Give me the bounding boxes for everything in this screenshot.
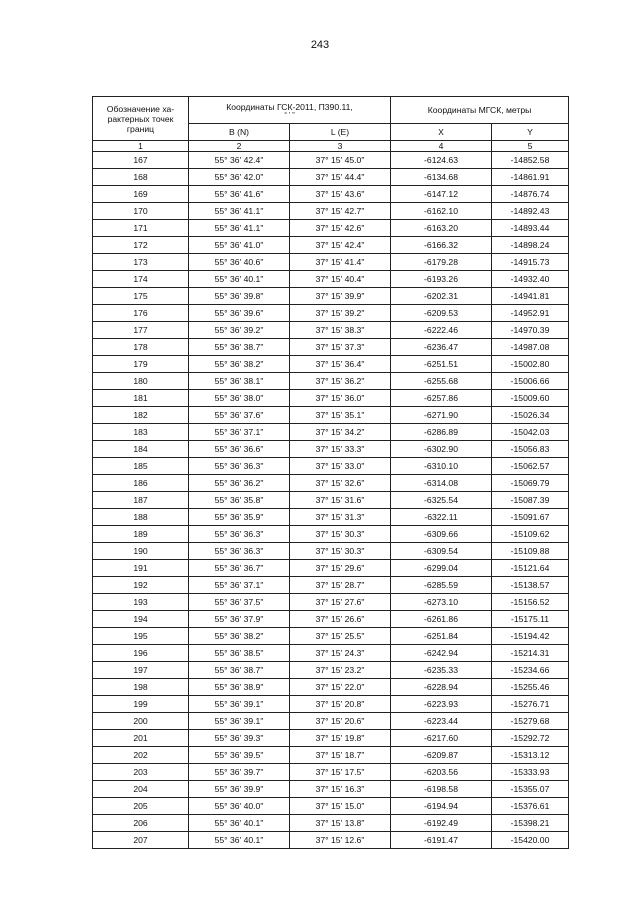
y-coordinate-cell: -15276.71 [492,696,569,713]
y-coordinate-cell: -15376.61 [492,798,569,815]
y-coordinate-cell: -15255.46 [492,679,569,696]
latitude-cell: 55° 36' 37.5" [189,594,290,611]
longitude-cell: 37° 15' 22.0" [290,679,391,696]
longitude-cell: 37° 15' 38.3" [290,322,391,339]
y-coordinate-cell: -15214.31 [492,645,569,662]
point-number-cell: 189 [93,526,189,543]
x-coordinate-cell: -6192.49 [391,815,492,832]
longitude-cell: 37° 15' 33.3" [290,441,391,458]
longitude-cell: 37° 15' 39.9" [290,288,391,305]
x-coordinate-cell: -6194.94 [391,798,492,815]
table-row [93,560,569,577]
table-row [93,441,569,458]
header-mgsk-coordinates: Координаты МГСК, метры [391,97,569,124]
y-coordinate-cell: -15026.34 [492,407,569,424]
latitude-cell: 55° 36' 38.2" [189,628,290,645]
x-coordinate-cell: -6255.68 [391,373,492,390]
table-row [93,628,569,645]
table-row [93,645,569,662]
latitude-cell: 55° 36' 39.3" [189,730,290,747]
x-coordinate-cell: -6236.47 [391,339,492,356]
y-coordinate-cell: -15109.62 [492,526,569,543]
x-coordinate-cell: -6193.26 [391,271,492,288]
point-number-cell: 173 [93,254,189,271]
x-coordinate-cell: -6271.90 [391,407,492,424]
x-coordinate-cell: -6228.94 [391,679,492,696]
x-coordinate-cell: -6251.84 [391,628,492,645]
point-number-cell: 172 [93,237,189,254]
y-coordinate-cell: -15062.57 [492,458,569,475]
x-coordinate-cell: -6257.86 [391,390,492,407]
x-coordinate-cell: -6209.53 [391,305,492,322]
table-row [93,356,569,373]
latitude-cell: 55° 36' 39.9" [189,781,290,798]
x-coordinate-cell: -6124.63 [391,152,492,169]
table-body [93,152,569,849]
x-coordinate-cell: -6222.46 [391,322,492,339]
x-coordinate-cell: -6209.87 [391,747,492,764]
header-num-1: 1 [93,141,189,152]
table-row [93,526,569,543]
point-number-cell: 183 [93,424,189,441]
x-coordinate-cell: -6251.51 [391,356,492,373]
table-row [93,271,569,288]
latitude-cell: 55° 36' 36.6" [189,441,290,458]
table-row [93,798,569,815]
table-row [93,730,569,747]
x-coordinate-cell: -6310.10 [391,458,492,475]
point-number-cell: 175 [93,288,189,305]
point-number-cell: 170 [93,203,189,220]
point-number-cell: 194 [93,611,189,628]
y-coordinate-cell: -14876.74 [492,186,569,203]
x-coordinate-cell: -6163.20 [391,220,492,237]
y-coordinate-cell: -15175.11 [492,611,569,628]
latitude-cell: 55° 36' 39.8" [189,288,290,305]
point-number-cell: 192 [93,577,189,594]
latitude-cell: 55° 36' 37.6" [189,407,290,424]
table-row [93,492,569,509]
longitude-cell: 37° 15' 30.3" [290,543,391,560]
longitude-cell: 37° 15' 27.6" [290,594,391,611]
table-row [93,288,569,305]
table-row [93,203,569,220]
y-coordinate-cell: -15091.67 [492,509,569,526]
point-number-cell: 188 [93,509,189,526]
y-coordinate-cell: -14893.44 [492,220,569,237]
latitude-cell: 55° 36' 39.5" [189,747,290,764]
latitude-cell: 55° 36' 36.3" [189,526,290,543]
latitude-cell: 55° 36' 39.1" [189,696,290,713]
header-num-4: 4 [391,141,492,152]
latitude-cell: 55° 36' 39.2" [189,322,290,339]
point-number-cell: 196 [93,645,189,662]
y-coordinate-cell: -14861.91 [492,169,569,186]
y-coordinate-cell: -14952.91 [492,305,569,322]
longitude-cell: 37° 15' 36.2" [290,373,391,390]
longitude-cell: 37° 15' 26.6" [290,611,391,628]
longitude-cell: 37° 15' 31.3" [290,509,391,526]
latitude-cell: 55° 36' 39.1" [189,713,290,730]
table-row [93,679,569,696]
longitude-cell: 37° 15' 24.3" [290,645,391,662]
longitude-cell: 37° 15' 36.4" [290,356,391,373]
x-coordinate-cell: -6235.33 [391,662,492,679]
coordinates-table [92,96,569,849]
y-coordinate-cell: -14915.73 [492,254,569,271]
longitude-cell: 37° 15' 33.0" [290,458,391,475]
header-gsk-title: Координаты ГСК-2011, П390.11, [226,101,353,112]
y-coordinate-cell: -14987.08 [492,339,569,356]
longitude-cell: 37° 15' 41.4" [290,254,391,271]
y-coordinate-cell: -15234.66 [492,662,569,679]
longitude-cell: 37° 15' 31.6" [290,492,391,509]
x-coordinate-cell: -6309.66 [391,526,492,543]
table-row [93,339,569,356]
table-row [93,611,569,628]
table-row [93,407,569,424]
point-number-cell: 203 [93,764,189,781]
point-number-cell: 178 [93,339,189,356]
y-coordinate-cell: -14970.39 [492,322,569,339]
x-coordinate-cell: -6314.08 [391,475,492,492]
point-number-cell: 171 [93,220,189,237]
x-coordinate-cell: -6309.54 [391,543,492,560]
header-l: L (E) [290,124,391,141]
longitude-cell: 37° 15' 37.3" [290,339,391,356]
point-number-cell: 168 [93,169,189,186]
table-row [93,509,569,526]
latitude-cell: 55° 36' 42.4" [189,152,290,169]
latitude-cell: 55° 36' 41.1" [189,220,290,237]
x-coordinate-cell: -6261.86 [391,611,492,628]
header-num-5: 5 [492,141,569,152]
point-number-cell: 191 [93,560,189,577]
x-coordinate-cell: -6286.89 [391,424,492,441]
x-coordinate-cell: -6223.93 [391,696,492,713]
table-row [93,169,569,186]
table-row [93,696,569,713]
x-coordinate-cell: -6166.32 [391,237,492,254]
table-row [93,152,569,169]
longitude-cell: 37° 15' 23.2" [290,662,391,679]
longitude-cell: 37° 15' 20.8" [290,696,391,713]
latitude-cell: 55° 36' 39.7" [189,764,290,781]
latitude-cell: 55° 36' 38.0" [189,390,290,407]
table-row [93,543,569,560]
y-coordinate-cell: -15006.66 [492,373,569,390]
point-number-cell: 205 [93,798,189,815]
longitude-cell: 37° 15' 36.0" [290,390,391,407]
point-number-cell: 179 [93,356,189,373]
latitude-cell: 55° 36' 37.1" [189,424,290,441]
y-coordinate-cell: -15056.83 [492,441,569,458]
latitude-cell: 55° 36' 41.6" [189,186,290,203]
x-coordinate-cell: -6203.56 [391,764,492,781]
point-number-cell: 187 [93,492,189,509]
longitude-cell: 37° 15' 25.5" [290,628,391,645]
point-number-cell: 174 [93,271,189,288]
table-row [93,764,569,781]
table-row [93,424,569,441]
point-number-cell: 197 [93,662,189,679]
longitude-cell: 37° 15' 19.8" [290,730,391,747]
x-coordinate-cell: -6242.94 [391,645,492,662]
longitude-cell: 37° 15' 35.1" [290,407,391,424]
longitude-cell: 37° 15' 42.4" [290,237,391,254]
x-coordinate-cell: -6202.31 [391,288,492,305]
y-coordinate-cell: -15009.60 [492,390,569,407]
latitude-cell: 55° 36' 38.7" [189,662,290,679]
x-coordinate-cell: -6325.54 [391,492,492,509]
x-coordinate-cell: -6322.11 [391,509,492,526]
latitude-cell: 55° 36' 40.1" [189,832,290,849]
x-coordinate-cell: -6191.47 [391,832,492,849]
header-b: B (N) [189,124,290,141]
longitude-cell: 37° 15' 28.7" [290,577,391,594]
y-coordinate-cell: -15420.00 [492,832,569,849]
point-number-cell: 181 [93,390,189,407]
table-row [93,662,569,679]
latitude-cell: 55° 36' 38.7" [189,339,290,356]
longitude-cell: 37° 15' 15.0" [290,798,391,815]
latitude-cell: 55° 36' 36.2" [189,475,290,492]
x-coordinate-cell: -6179.28 [391,254,492,271]
latitude-cell: 55° 36' 36.7" [189,560,290,577]
y-coordinate-cell: -15069.79 [492,475,569,492]
x-coordinate-cell: -6302.90 [391,441,492,458]
table-row [93,781,569,798]
longitude-cell: 37° 15' 12.6" [290,832,391,849]
latitude-cell: 55° 36' 37.9" [189,611,290,628]
point-number-cell: 204 [93,781,189,798]
point-number-cell: 206 [93,815,189,832]
longitude-cell: 37° 15' 29.6" [290,560,391,577]
latitude-cell: 55° 36' 39.6" [189,305,290,322]
point-number-cell: 198 [93,679,189,696]
table-row [93,577,569,594]
header-gsk-units: ° ' " [284,111,295,119]
table-row [93,832,569,849]
y-coordinate-cell: -15279.68 [492,713,569,730]
page-number: 243 [310,39,330,51]
latitude-cell: 55° 36' 36.3" [189,543,290,560]
x-coordinate-cell: -6147.12 [391,186,492,203]
y-coordinate-cell: -15002.80 [492,356,569,373]
point-number-cell: 199 [93,696,189,713]
point-number-cell: 207 [93,832,189,849]
latitude-cell: 55° 36' 35.9" [189,509,290,526]
point-number-cell: 169 [93,186,189,203]
point-number-cell: 186 [93,475,189,492]
table-row [93,186,569,203]
longitude-cell: 37° 15' 32.6" [290,475,391,492]
x-coordinate-cell: -6217.60 [391,730,492,747]
latitude-cell: 55° 36' 35.8" [189,492,290,509]
table-row [93,713,569,730]
longitude-cell: 37° 15' 45.0" [290,152,391,169]
point-number-cell: 193 [93,594,189,611]
y-coordinate-cell: -15355.07 [492,781,569,798]
table-row [93,237,569,254]
y-coordinate-cell: -15292.72 [492,730,569,747]
latitude-cell: 55° 36' 36.3" [189,458,290,475]
y-coordinate-cell: -14852.58 [492,152,569,169]
longitude-cell: 37° 15' 13.8" [290,815,391,832]
latitude-cell: 55° 36' 40.6" [189,254,290,271]
latitude-cell: 55° 36' 41.1" [189,203,290,220]
point-number-cell: 202 [93,747,189,764]
y-coordinate-cell: -15042.03 [492,424,569,441]
table-row [93,747,569,764]
header-point-designation: Обозначение ха- рактерных точек границ [93,97,189,141]
table-row [93,815,569,832]
table-row [93,594,569,611]
header-num-2: 2 [189,141,290,152]
longitude-cell: 37° 15' 17.5" [290,764,391,781]
table-row [93,322,569,339]
y-coordinate-cell: -15398.21 [492,815,569,832]
x-coordinate-cell: -6273.10 [391,594,492,611]
latitude-cell: 55° 36' 40.1" [189,271,290,288]
point-number-cell: 180 [93,373,189,390]
point-number-cell: 195 [93,628,189,645]
x-coordinate-cell: -6162.10 [391,203,492,220]
x-coordinate-cell: -6299.04 [391,560,492,577]
point-number-cell: 184 [93,441,189,458]
latitude-cell: 55° 36' 37.1" [189,577,290,594]
header-y: Y [492,124,569,141]
x-coordinate-cell: -6223.44 [391,713,492,730]
y-coordinate-cell: -15109.88 [492,543,569,560]
y-coordinate-cell: -15194.42 [492,628,569,645]
y-coordinate-cell: -15087.39 [492,492,569,509]
table-row [93,305,569,322]
latitude-cell: 55° 36' 42.0" [189,169,290,186]
latitude-cell: 55° 36' 40.1" [189,815,290,832]
table-row [93,220,569,237]
y-coordinate-cell: -14892.43 [492,203,569,220]
x-coordinate-cell: -6134.68 [391,169,492,186]
table-row [93,475,569,492]
header-x: X [391,124,492,141]
latitude-cell: 55° 36' 38.9" [189,679,290,696]
y-coordinate-cell: -15333.93 [492,764,569,781]
longitude-cell: 37° 15' 30.3" [290,526,391,543]
longitude-cell: 37° 15' 16.3" [290,781,391,798]
y-coordinate-cell: -15156.52 [492,594,569,611]
y-coordinate-cell: -15121.64 [492,560,569,577]
point-number-cell: 176 [93,305,189,322]
latitude-cell: 55° 36' 40.0" [189,798,290,815]
y-coordinate-cell: -14932.40 [492,271,569,288]
y-coordinate-cell: -15138.57 [492,577,569,594]
point-number-cell: 200 [93,713,189,730]
y-coordinate-cell: -14941.81 [492,288,569,305]
longitude-cell: 37° 15' 39.2" [290,305,391,322]
point-number-cell: 185 [93,458,189,475]
longitude-cell: 37° 15' 42.7" [290,203,391,220]
y-coordinate-cell: -14898.24 [492,237,569,254]
point-number-cell: 167 [93,152,189,169]
longitude-cell: 37° 15' 43.6" [290,186,391,203]
header-gsk-coordinates [189,97,391,124]
point-number-cell: 201 [93,730,189,747]
point-number-cell: 190 [93,543,189,560]
latitude-cell: 55° 36' 38.1" [189,373,290,390]
point-number-cell: 182 [93,407,189,424]
latitude-cell: 55° 36' 38.5" [189,645,290,662]
longitude-cell: 37° 15' 42.6" [290,220,391,237]
x-coordinate-cell: -6285.59 [391,577,492,594]
longitude-cell: 37° 15' 18.7" [290,747,391,764]
longitude-cell: 37° 15' 20.6" [290,713,391,730]
point-number-cell: 177 [93,322,189,339]
x-coordinate-cell: -6198.58 [391,781,492,798]
y-coordinate-cell: -15313.12 [492,747,569,764]
latitude-cell: 55° 36' 38.2" [189,356,290,373]
longitude-cell: 37° 15' 34.2" [290,424,391,441]
longitude-cell: 37° 15' 44.4" [290,169,391,186]
latitude-cell: 55° 36' 41.0" [189,237,290,254]
table-row [93,390,569,407]
longitude-cell: 37° 15' 40.4" [290,271,391,288]
table-row [93,373,569,390]
table-row [93,458,569,475]
table-row [93,254,569,271]
header-num-3: 3 [290,141,391,152]
